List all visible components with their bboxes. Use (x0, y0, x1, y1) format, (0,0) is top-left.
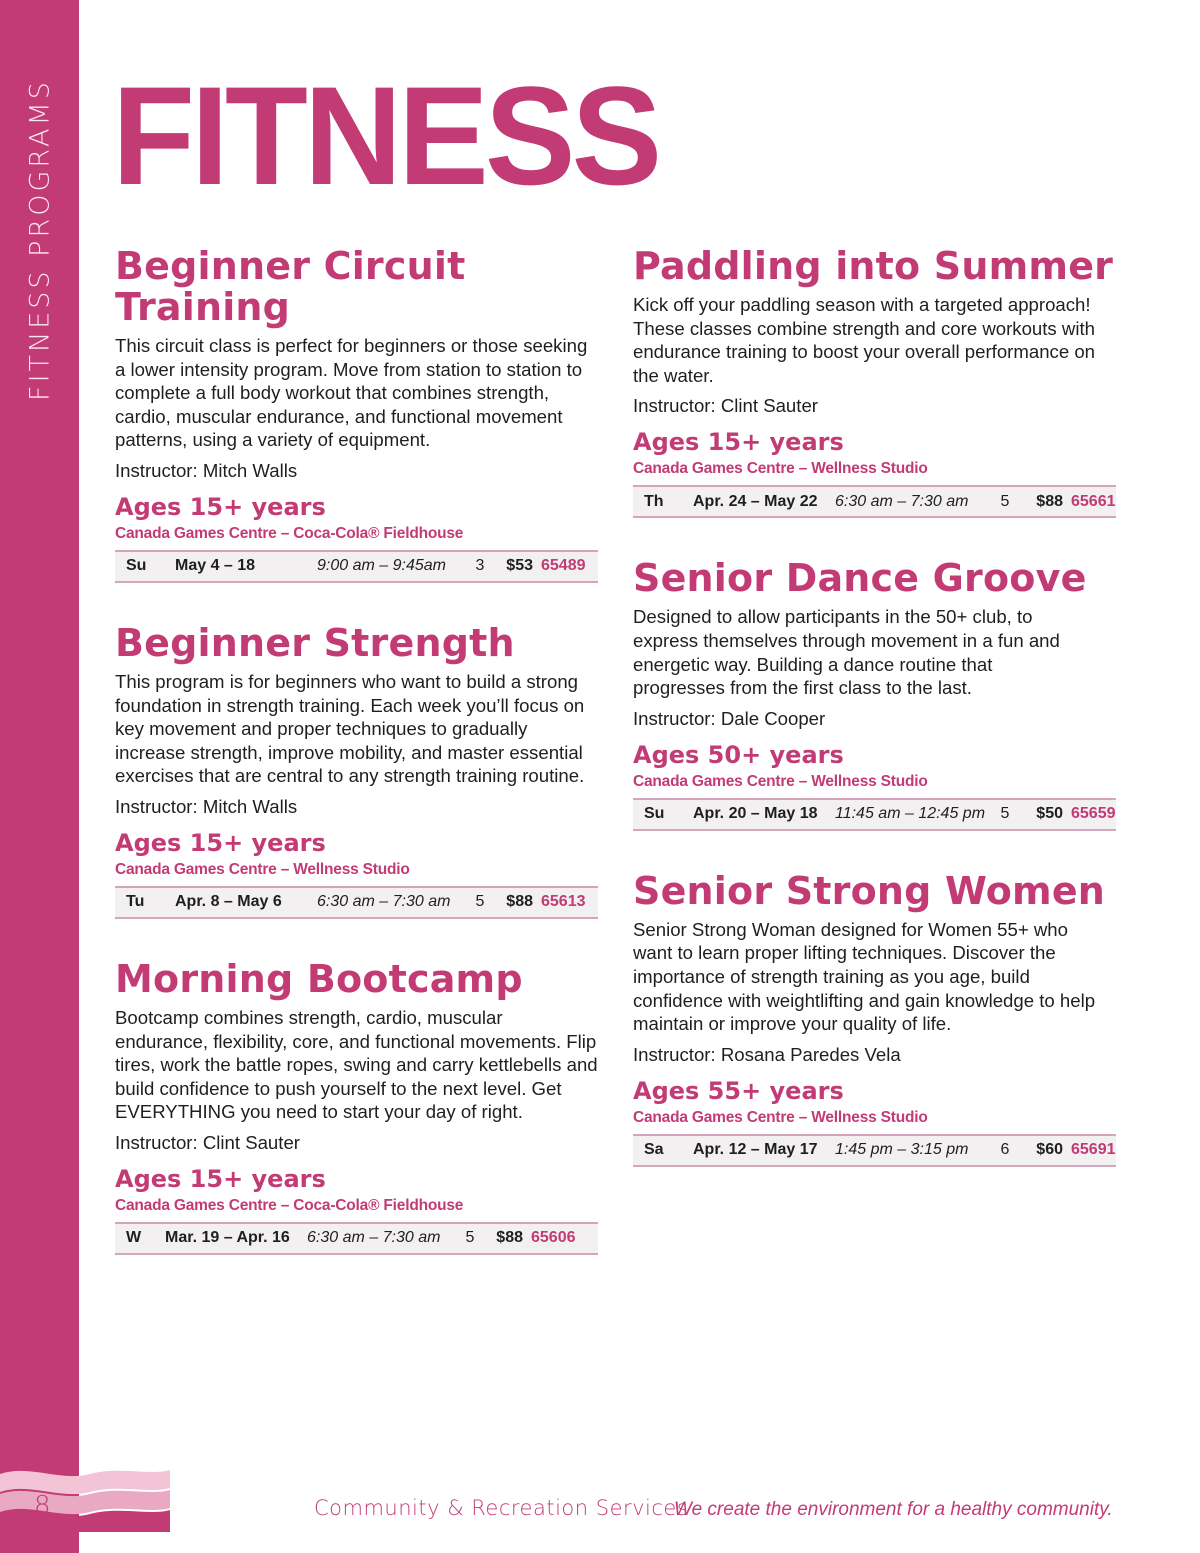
program-senior-strong-women (633, 868, 1123, 1167)
schedule-day: Su (126, 557, 147, 575)
section-label: FITNESS PROGRAMS (24, 79, 56, 401)
schedule-code: 65659 (1071, 805, 1116, 823)
sidebar-band (0, 0, 79, 1553)
program-title: Beginner Circuit Training (115, 244, 466, 329)
program-location: Canada Games Centre – Coca-Cola® Fieldhouse (115, 524, 464, 542)
schedule-time: 9:00 am – 9:45am (317, 557, 446, 575)
schedule-fee: $50 (1036, 805, 1063, 823)
schedule-day: Tu (126, 893, 145, 911)
schedule-fee: $60 (1036, 1141, 1063, 1159)
schedule-day: Su (644, 805, 665, 823)
schedule-sessions: 5 (1000, 492, 1010, 510)
program-title: Paddling into Summer (633, 244, 1114, 288)
schedule-row (115, 550, 598, 583)
program-description: Bootcamp combines strength, cardio, muscular endurance, flexibility, core, and functional movements. Flip tires, work the battle ropes, swing and carry kettlebells and build confidence to push yourself to the next level. Get EVERYTHING you need to start your day of right. (115, 1006, 598, 1123)
program-description: This program is for beginners who want to build a strong foundation in strength training. Each week you’ll focus on key movement and proper techniques to gradually increase strength, improve mobility, and master essential exercises that are central to any strength training routine. (115, 670, 585, 787)
program-description: Senior Strong Woman designed for Women 55+ who want to learn proper lifting techniques. Discover the importance of strength training as you age, build confidence with weightlifting and gain knowledge to help maintain or improve your quality of life. (633, 918, 1096, 1035)
schedule-row (633, 1134, 1116, 1167)
left-column (115, 246, 600, 1295)
schedule-dates: Apr. 20 – May 18 (693, 805, 818, 823)
schedule-row (115, 1222, 598, 1255)
schedule-dates: Apr. 24 – May 22 (693, 492, 818, 510)
program-ages: Ages 15+ years (115, 828, 326, 857)
program-ages: Ages 15+ years (115, 492, 326, 521)
program-description: Kick off your paddling season with a targeted approach! These classes combine strength and core workouts with endurance training to boost your overall performance on the water. (633, 294, 1096, 386)
program-ages: Ages 50+ years (633, 740, 844, 769)
program-location: Canada Games Centre – Coca-Cola® Fieldhouse (115, 1196, 464, 1214)
wave-graphic (0, 1466, 170, 1532)
program-title: Beginner Strength (115, 620, 515, 665)
program-instructor: Instructor: Mitch Walls (115, 459, 298, 481)
program-beginner-strength (115, 620, 600, 919)
schedule-day: Sa (644, 1141, 664, 1159)
schedule-row (115, 886, 598, 919)
program-location: Canada Games Centre – Wellness Studio (115, 860, 410, 878)
program-instructor: Instructor: Clint Sauter (633, 395, 818, 417)
footer-organization: Community & Recreation Services (314, 1496, 689, 1520)
program-instructor: Instructor: Dale Cooper (633, 707, 826, 729)
schedule-dates: Apr. 8 – May 6 (175, 893, 282, 911)
program-title: Morning Bootcamp (115, 956, 523, 1001)
schedule-sessions: 5 (1000, 805, 1010, 823)
program-description: This circuit class is perfect for beginners or those seeking a lower intensity program. Move from station to station to complete a full body workout that combines strength, cardio, muscular endurance, and functional movement patterns, using a variety of equipment. (115, 335, 588, 451)
program-senior-dance (633, 558, 1123, 830)
schedule-fee: $53 (506, 557, 533, 575)
page-title: FITNESS (112, 57, 659, 214)
page-number: 8 (34, 1491, 51, 1521)
schedule-sessions: 6 (1000, 1141, 1010, 1159)
program-description: Designed to allow participants in the 50+ club, to express themselves through movement in a fun and energetic way. Building a dance routine that progresses from the first class to the last. (633, 606, 1060, 699)
schedule-fee: $88 (1036, 492, 1063, 510)
program-instructor: Instructor: Mitch Walls (115, 795, 298, 817)
schedule-dates: Apr. 12 – May 17 (693, 1141, 818, 1159)
schedule-code: 65613 (541, 893, 586, 911)
schedule-code: 65606 (531, 1229, 576, 1247)
program-paddling (633, 246, 1123, 518)
schedule-fee: $88 (496, 1229, 523, 1247)
program-ages: Ages 15+ years (115, 1164, 326, 1193)
schedule-sessions: 5 (465, 1229, 475, 1247)
footer-tagline: We create the environment for a healthy community. (674, 1499, 1113, 1520)
schedule-dates: Mar. 19 – Apr. 16 (165, 1229, 290, 1247)
program-ages: Ages 15+ years (633, 428, 844, 457)
program-morning-bootcamp (115, 956, 600, 1255)
schedule-code: 65691 (1071, 1141, 1116, 1159)
schedule-time: 6:30 am – 7:30 am (307, 1229, 441, 1247)
schedule-time: 6:30 am – 7:30 am (317, 893, 451, 911)
schedule-sessions: 5 (475, 893, 485, 911)
schedule-day: Th (644, 492, 664, 510)
program-location: Canada Games Centre – Wellness Studio (633, 772, 928, 790)
program-instructor: Instructor: Clint Sauter (115, 1131, 300, 1153)
schedule-code: 65661 (1071, 492, 1116, 510)
schedule-code: 65489 (541, 557, 586, 575)
schedule-sessions: 3 (475, 557, 485, 575)
schedule-time: 11:45 am – 12:45 pm (835, 805, 986, 823)
program-ages: Ages 55+ years (633, 1076, 844, 1105)
schedule-time: 1:45 pm – 3:15 pm (835, 1141, 969, 1159)
schedule-row (633, 485, 1116, 518)
right-column (633, 246, 1123, 1207)
schedule-fee: $88 (506, 893, 533, 911)
program-beginner-circuit (115, 246, 600, 583)
program-instructor: Instructor: Rosana Paredes Vela (633, 1043, 901, 1065)
program-location: Canada Games Centre – Wellness Studio (633, 460, 928, 478)
schedule-time: 6:30 am – 7:30 am (835, 492, 969, 510)
schedule-row (633, 798, 1116, 831)
schedule-day: W (126, 1229, 142, 1247)
program-location: Canada Games Centre – Wellness Studio (633, 1108, 928, 1126)
program-title: Senior Dance Groove (633, 556, 1087, 601)
program-title: Senior Strong Women (633, 868, 1106, 913)
schedule-dates: May 4 – 18 (175, 557, 256, 575)
